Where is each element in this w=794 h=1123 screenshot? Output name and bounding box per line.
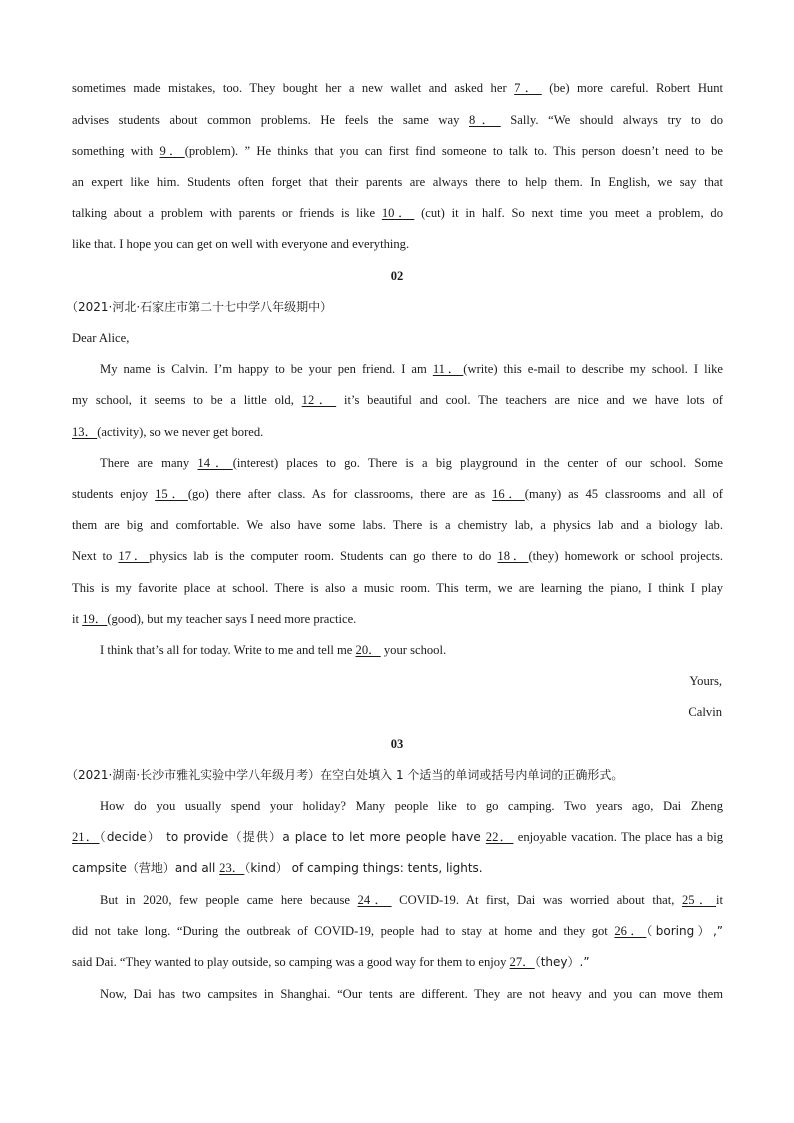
letter-closing: Yours, (689, 674, 722, 688)
answer-blank-26: 26． (614, 924, 647, 938)
text-run: (be) more careful. Robert Hunt (541, 81, 724, 95)
text-run: Sally. “We should always try to do (500, 113, 724, 127)
answer-blank-15: 15． (155, 487, 188, 501)
text-run: There are many (100, 456, 198, 470)
text-run: （boring）,” (646, 924, 724, 938)
text-run: your school. (380, 643, 447, 657)
passage-line (72, 424, 723, 440)
section-number: 02 (390, 269, 404, 283)
answer-blank-13: 13． (72, 425, 98, 439)
text-run: My name is Calvin. I’m happy to be your pen friend. I am (100, 362, 433, 376)
passage-line (72, 580, 723, 596)
text-run: students enjoy (72, 487, 156, 501)
answer-blank-7: 7． (514, 81, 542, 95)
text-run: I think that’s all for today. Write to me and tell me (100, 643, 356, 657)
text-run: (good), but my teacher says I need more practice. (107, 612, 357, 626)
text-run: Now, Dai has two campsites in Shanghai. “Our tents are different. They are not heavy and you can move them (100, 987, 723, 1001)
passage-line (72, 174, 723, 190)
text-run: Next to (72, 549, 119, 563)
text-run: How do you usually spend your holiday? Many people like to go camping. Two years ago, Dai Zheng (100, 799, 723, 813)
answer-blank-23: 23． (219, 861, 245, 875)
passage-line (72, 954, 723, 970)
passage-line (72, 829, 723, 845)
source-note: （2021·湖南·长沙市雅礼实验中学八年级月考）在空白处填入 1 个适当的单词或括号内单词的正确形式。 (66, 768, 624, 782)
passage-line (100, 986, 723, 1002)
answer-blank-16: 16． (492, 487, 525, 501)
text-run: them are big and comfortable. We also have some labs. There is a chemistry lab, a physics lab and a biology lab. (72, 518, 723, 532)
answer-blank-25: 25． (681, 893, 716, 907)
text-run: enjoyable vacation. The place has a big (513, 830, 724, 844)
answer-blank-14: 14． (197, 456, 233, 470)
text-run: (activity), so we never get bored. (97, 425, 264, 439)
text-run: (many) as 45 classrooms and all of (524, 487, 723, 501)
passage-line (72, 80, 723, 96)
passage-line (72, 392, 723, 408)
text-run: This is my favorite place at school. There is also a music room. This term, we are learning the piano, I think I play (72, 581, 723, 595)
text-run: did not take long. “During the outbreak of COVID-19, people had to stay at home and they got (72, 924, 615, 938)
passage-line (72, 611, 723, 627)
passage-line (72, 860, 723, 876)
answer-blank-17: 17． (118, 549, 150, 563)
answer-blank-24: 24． (357, 893, 392, 907)
text-run: physics lab is the computer room. Students can go there to do (149, 549, 498, 563)
text-run: COVID-19. At first, Dai was worried about that, (391, 893, 682, 907)
passage-line (100, 642, 723, 658)
text-run: something with (72, 144, 160, 158)
section-number: 03 (390, 737, 404, 751)
answer-blank-21: 21． (72, 830, 100, 844)
text-run: （they）.” (534, 955, 590, 969)
passage-line (72, 143, 723, 159)
answer-blank-19: 19． (82, 612, 108, 626)
answer-blank-27: 27． (509, 955, 535, 969)
answer-blank-20: 20． (355, 643, 381, 657)
text-run: (write) this e-mail to describe my school. I like (463, 362, 723, 376)
text-run: advises students about common problems. He feels the same way (72, 113, 469, 127)
answer-blank-10: 10． (381, 206, 415, 220)
letter-signature: Calvin (688, 705, 722, 719)
passage-line (100, 798, 723, 814)
text-run: it’s beautiful and cool. The teachers are nice and we have lots of (336, 393, 723, 407)
passage-line (100, 892, 723, 908)
answer-blank-9: 9． (159, 144, 185, 158)
text-run: (problem). ” He thinks that you can first find someone to talk to. This person doesn’t need to be (184, 144, 723, 158)
passage-line (72, 548, 723, 564)
text-run: an expert like him. Students often forget that their parents are always there to help them. In English, we say that (72, 175, 723, 189)
text-run: But in 2020, few people came here because (100, 893, 358, 907)
passage-line (72, 486, 723, 502)
passage-line (72, 205, 723, 221)
answer-blank-18: 18． (497, 549, 529, 563)
greeting: Dear Alice, (72, 331, 130, 345)
text-run: it (716, 893, 723, 907)
passage-line (72, 112, 723, 128)
answer-blank-11: 11． (432, 362, 464, 376)
text-run: campsite（营地）and all (72, 861, 220, 875)
text-run: (interest) places to go. There is a big playground in the center of our school. Some (232, 456, 724, 470)
text-run: （kind） of camping things: tents, lights. (244, 861, 483, 875)
passage-line (72, 236, 723, 252)
passage-line (72, 923, 723, 939)
text-run: my school, it seems to be a little old, (72, 393, 302, 407)
text-run: said Dai. “They wanted to play outside, so camping was a good way for them to enjoy (72, 955, 510, 969)
text-run: talking about a problem with parents or friends is like (72, 206, 382, 220)
text-run: （decide） to provide（提供）a place to let more people have (99, 830, 486, 844)
answer-blank-8: 8． (468, 113, 501, 127)
text-run: (they) homework or school projects. (528, 549, 723, 563)
passage-line (72, 517, 723, 533)
passage-line (100, 455, 723, 471)
text-run: (go) there after class. As for classrooms, there are as (187, 487, 493, 501)
answer-blank-12: 12． (301, 393, 337, 407)
text-run: it (72, 612, 83, 626)
text-run: sometimes made mistakes, too. They bought her a new wallet and asked her (72, 81, 515, 95)
text-run: like that. I hope you can get on well with everyone and everything. (72, 237, 410, 251)
answer-blank-22: 22． (485, 830, 514, 844)
text-run: (cut) it in half. So next time you meet a problem, do (414, 206, 723, 220)
passage-line (100, 361, 723, 377)
source-note: （2021·河北·石家庄市第二十七中学八年级期中） (66, 300, 333, 314)
